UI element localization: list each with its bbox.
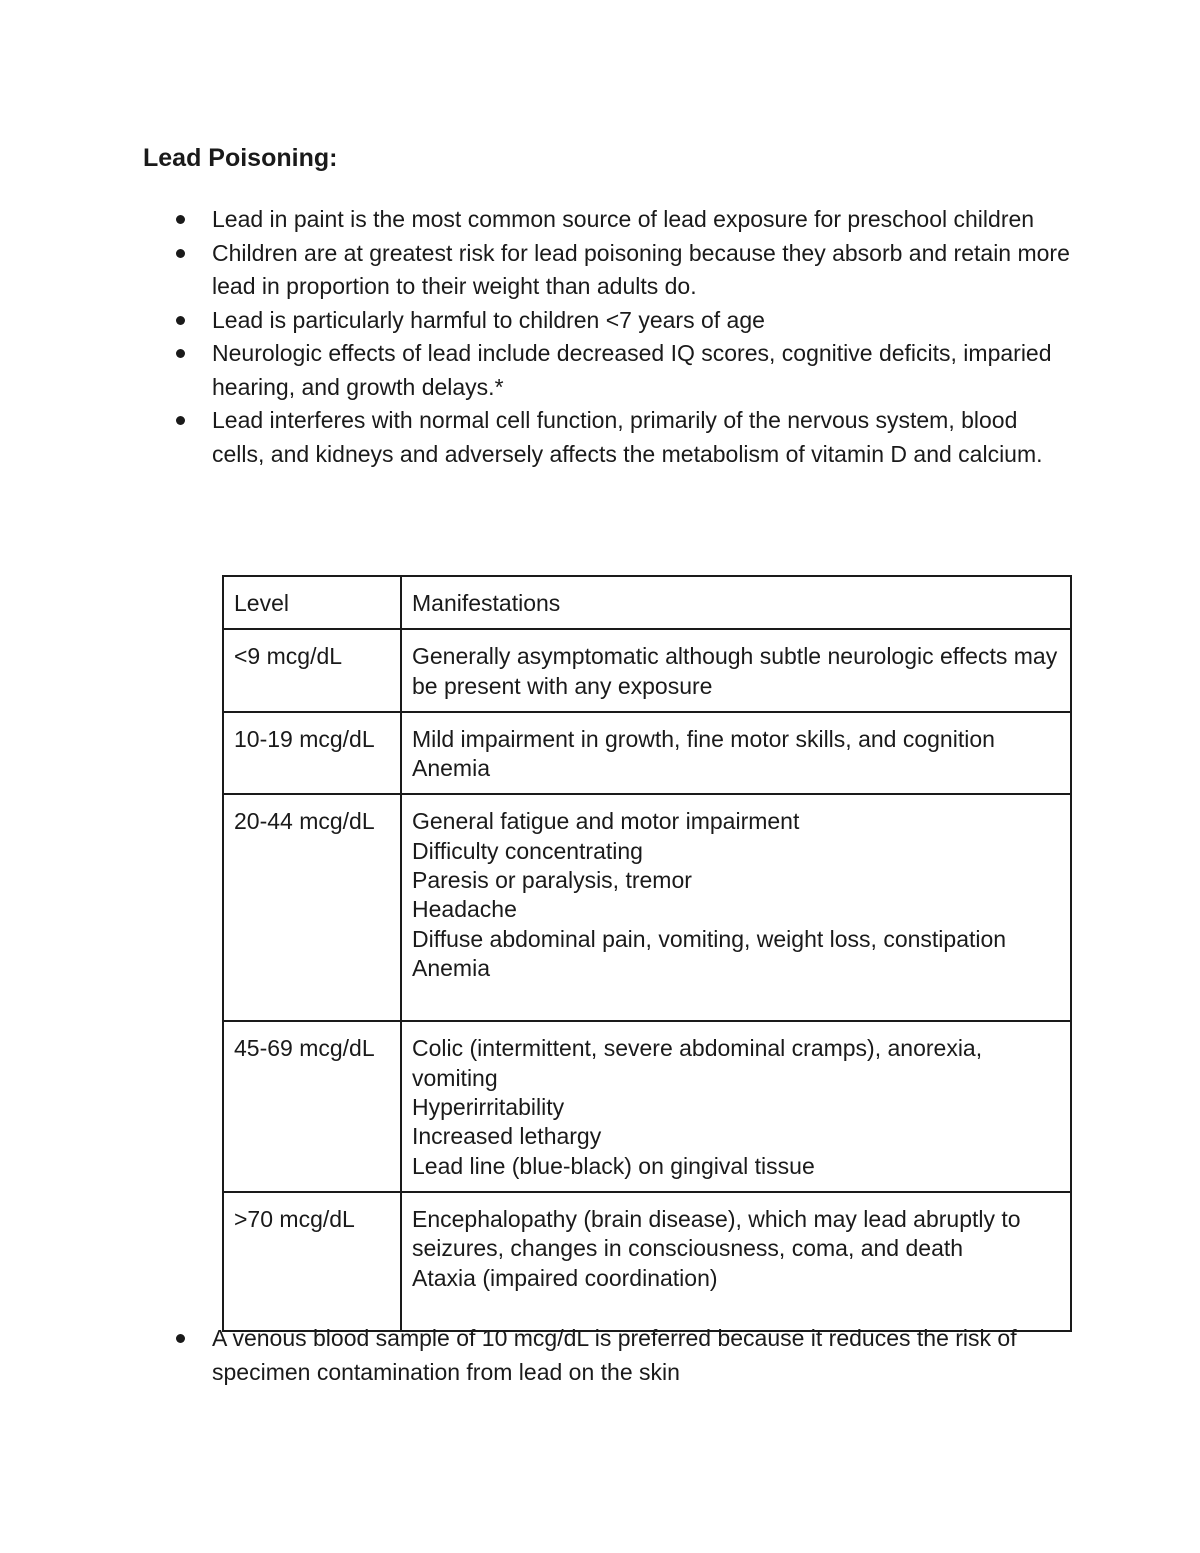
manifestation-line: Lead line (blue-black) on gingival tissue xyxy=(412,1152,815,1179)
list-item-text: A venous blood sample of 10 mcg/dL is preferred because it reduces the risk of specimen contamination from lead on the skin xyxy=(212,1325,1017,1385)
level-cell: 20-44 mcg/dL xyxy=(223,794,401,1021)
manifestation-line: Encephalopathy (brain disease), which may lead abruptly to seizures, changes in consciousness, coma, and death xyxy=(412,1205,1021,1262)
manifestation-line: Headache xyxy=(412,896,517,923)
level-cell: 10-19 mcg/dL xyxy=(223,712,401,795)
bullet-list-top xyxy=(176,203,1076,471)
manifestation-line: Mild impairment in growth, fine motor skills, and cognition xyxy=(412,725,995,752)
bullet-icon xyxy=(176,349,185,358)
table-header-row xyxy=(223,576,1071,629)
table-row xyxy=(223,712,1071,795)
header-manifestations: Manifestations xyxy=(401,576,1071,629)
list-item xyxy=(176,404,1076,471)
manifestation-line: Paresis or paralysis, tremor xyxy=(412,867,692,894)
manifestation-line: Increased lethargy xyxy=(412,1123,602,1150)
bullet-icon xyxy=(176,249,185,258)
bullet-icon xyxy=(176,416,185,425)
list-item xyxy=(176,1322,1076,1389)
list-item xyxy=(176,203,1076,237)
page-title: Lead Poisoning: xyxy=(143,144,338,172)
header-level: Level xyxy=(223,576,401,629)
manifestation-line: General fatigue and motor impairment xyxy=(412,808,800,835)
table-row xyxy=(223,629,1071,712)
manifestation-line: Ataxia (impaired coordination) xyxy=(412,1264,718,1291)
lead-levels-table xyxy=(222,575,1072,1332)
bullet-icon xyxy=(176,215,185,224)
list-item-text: Lead interferes with normal cell function, primarily of the nervous system, blood cells, and kidneys and adversely affects the metabolism of vitamin D and calcium. xyxy=(212,407,1043,467)
level-cell: >70 mcg/dL xyxy=(223,1192,401,1331)
manifestation-line: Difficulty concentrating xyxy=(412,837,643,864)
list-item-text: Lead in paint is the most common source of lead exposure for preschool children xyxy=(212,206,1035,232)
manifestations-cell xyxy=(401,1021,1071,1191)
list-item xyxy=(176,337,1076,404)
level-cell: <9 mcg/dL xyxy=(223,629,401,712)
manifestation-line: Diffuse abdominal pain, vomiting, weight loss, constipation xyxy=(412,925,1007,952)
manifestations-cell xyxy=(401,794,1071,1021)
bullet-icon xyxy=(176,316,185,325)
list-item xyxy=(176,304,1076,338)
table-row xyxy=(223,794,1071,1021)
list-item-text: Lead is particularly harmful to children <7 years of age xyxy=(212,306,765,333)
level-cell: 45-69 mcg/dL xyxy=(223,1021,401,1191)
manifestation-line: Generally asymptomatic although subtle neurologic effects may be present with any exposure xyxy=(412,643,1058,699)
list-item-text: Neurologic effects of lead include decreased IQ scores, cognitive deficits, imparied hearing, and growth delays.* xyxy=(212,340,1052,400)
list-item-text: Children are at greatest risk for lead poisoning because they absorb and retain more lead in proportion to their weight than adults do. xyxy=(212,239,1070,299)
table-row xyxy=(223,1192,1071,1331)
manifestation-line: Anemia xyxy=(412,755,490,782)
manifestations-cell xyxy=(401,1192,1071,1331)
manifestations-cell xyxy=(401,712,1071,795)
manifestation-line: Colic (intermittent, severe abdominal cramps), anorexia, vomiting xyxy=(412,1035,983,1091)
list-item xyxy=(176,237,1076,304)
bullet-list-bottom xyxy=(176,1322,1076,1389)
manifestation-line: Anemia xyxy=(412,954,490,981)
manifestations-cell xyxy=(401,629,1071,712)
manifestation-line: Hyperirritability xyxy=(412,1094,565,1121)
table-row xyxy=(223,1021,1071,1191)
bullet-icon xyxy=(176,1334,185,1343)
